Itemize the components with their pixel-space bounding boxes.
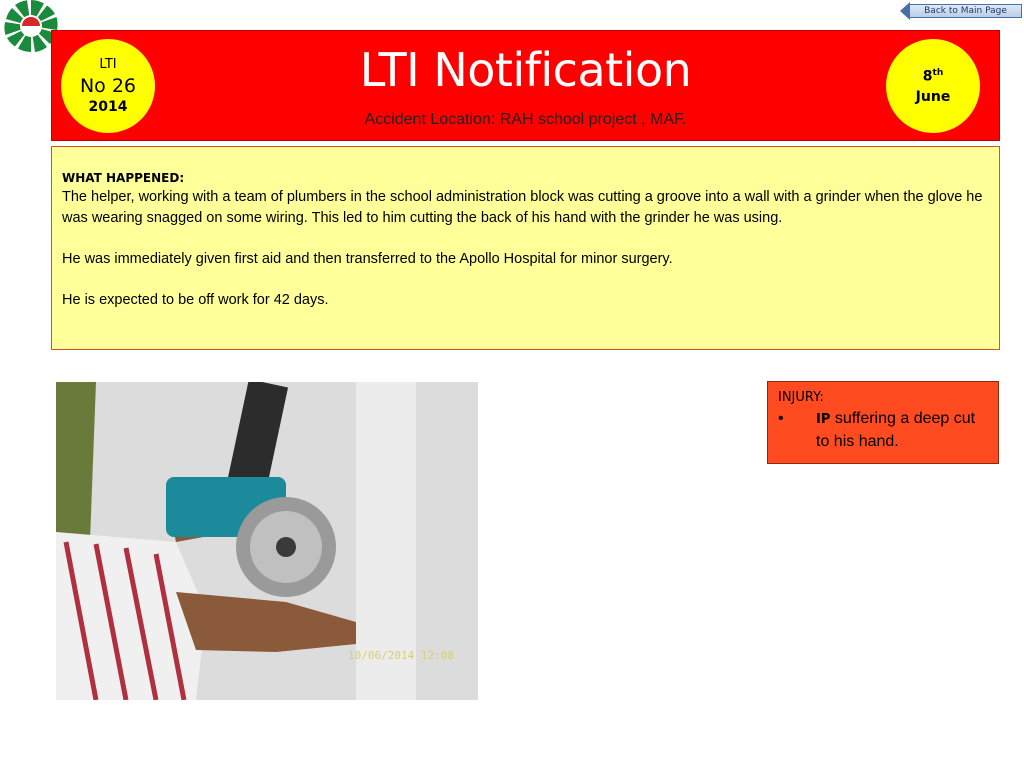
page-title: LTI Notification	[359, 43, 692, 97]
date-badge	[886, 39, 980, 133]
back-to-main-page-button[interactable]	[900, 2, 1022, 20]
badge-lti-number: No 26	[79, 75, 137, 97]
what-happened-paragraph: The helper, working with a team of plumbers in the school administration block was cutting a groove into a wall with a grinder when the glove he was wearing snagged on some wiring. This led to him cutting the back of his hand with the grinder he was using.	[62, 189, 983, 226]
what-happened-heading: WHAT HAPPENED:	[62, 171, 185, 185]
notification-header	[51, 30, 1000, 141]
badge-lti-label: LTI	[99, 57, 117, 72]
back-button-label: Back to Main Page	[910, 4, 1022, 18]
date-suffix: th	[932, 68, 944, 79]
accident-location: Accident Location: RAH school project , MAF.	[364, 111, 687, 128]
what-happened-panel	[51, 146, 1000, 350]
badge-lti-year: 2014	[88, 99, 128, 115]
injury-ip-label: IP	[816, 412, 831, 427]
photo-timestamp: 10/06/2014 12:08	[348, 649, 454, 662]
injury-list-item	[778, 408, 988, 453]
accident-photo	[56, 382, 478, 700]
back-arrow-icon	[900, 2, 910, 20]
bullet-icon: •	[778, 410, 784, 427]
injury-text: suffering a deep cut to his hand.	[816, 410, 976, 450]
date-day: 8	[922, 68, 933, 85]
injury-heading: INJURY:	[778, 390, 824, 405]
injury-description	[816, 408, 988, 453]
what-happened-paragraph: He was immediately given first aid and then transferred to the Apollo Hospital for minor surgery.	[62, 251, 673, 267]
what-happened-paragraph: He is expected to be off work for 42 days.	[62, 292, 329, 308]
date-month: June	[915, 88, 951, 105]
injury-panel	[767, 381, 999, 464]
date-day-line	[923, 64, 943, 86]
